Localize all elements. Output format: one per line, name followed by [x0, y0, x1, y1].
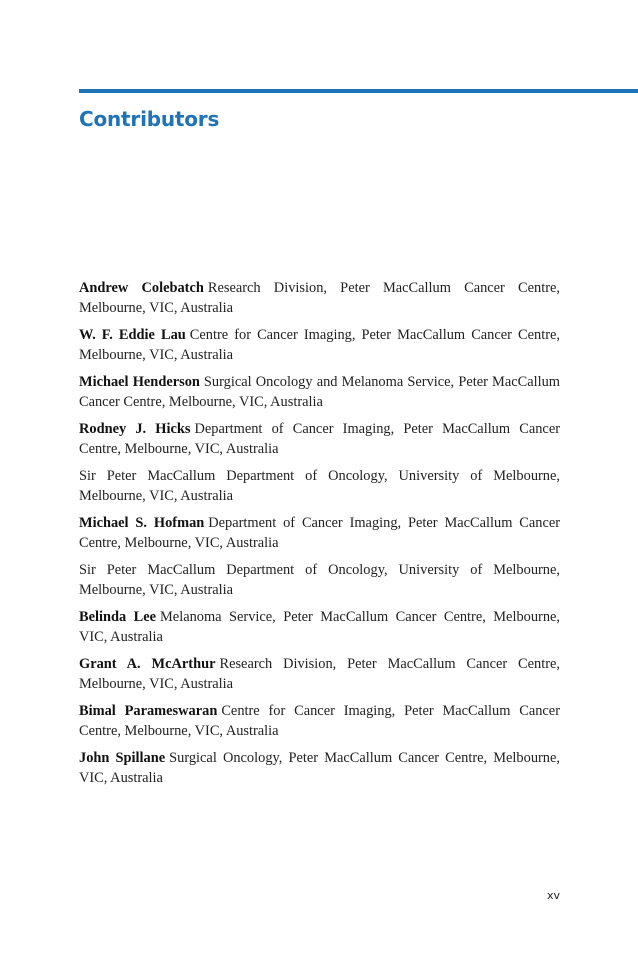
header-rule	[79, 89, 638, 93]
contributor-entry	[79, 325, 560, 365]
contributor-entry	[79, 278, 560, 318]
page-title: Contributors	[79, 107, 220, 131]
contributor-affiliation-continued	[79, 466, 560, 506]
contributor-affiliation: Surgical Oncology and Melanoma Service, Peter MacCallum Cancer Centre, Melbourne, VIC, Australia	[79, 374, 561, 410]
contributor-affiliation: Research Division, Peter MacCallum Cancer Centre, Melbourne, VIC, Australia	[79, 656, 560, 692]
contributor-name: Michael Henderson	[79, 374, 200, 390]
contributor-affiliation: Melanoma Service, Peter MacCallum Cancer Centre, Melbourne, VIC, Australia	[79, 609, 560, 645]
contributor-name: John Spillane	[79, 750, 166, 766]
contributor-entry	[79, 701, 560, 741]
contributor-affiliation: Research Division, Peter MacCallum Cancer Centre, Melbourne, VIC, Australia	[79, 280, 561, 316]
contributor-entry	[79, 372, 560, 412]
contributor-entry	[79, 419, 560, 459]
contributor-name: Belinda Lee	[79, 609, 157, 625]
contributor-affiliation: Department of Cancer Imaging, Peter MacCallum Cancer Centre, Melbourne, VIC, Australia	[79, 515, 561, 551]
contributor-affiliation: Department of Cancer Imaging, Peter MacCallum Cancer Centre, Melbourne, VIC, Australia	[79, 421, 560, 457]
contributor-name: Rodney J. Hicks	[79, 421, 191, 437]
contributor-name: Bimal Parameswaran	[79, 703, 218, 719]
contributor-affiliation: Centre for Cancer Imaging, Peter MacCallum Cancer Centre, Melbourne, VIC, Australia	[79, 327, 560, 363]
contributor-entry	[79, 607, 560, 647]
contributor-affiliation: Centre for Cancer Imaging, Peter MacCallum Cancer Centre, Melbourne, VIC, Australia	[79, 703, 560, 739]
contributor-name: W. F. Eddie Lau	[79, 327, 186, 343]
contributor-entry	[79, 513, 560, 553]
contributor-affiliation: Surgical Oncology, Peter MacCallum Cancer Centre, Melbourne, VIC, Australia	[79, 750, 560, 786]
contributor-name: Grant A. McArthur	[79, 656, 216, 672]
page-number: xv	[546, 889, 560, 902]
contributors-list	[79, 278, 560, 795]
contributor-name: Andrew Colebatch	[79, 280, 204, 296]
contributor-affiliation: Sir Peter MacCallum Department of Oncology, University of Melbourne, Melbourne, VIC, Australia	[79, 468, 560, 504]
contributor-affiliation: Sir Peter MacCallum Department of Oncology, University of Melbourne, Melbourne, VIC, Australia	[79, 562, 560, 598]
contributor-entry	[79, 748, 560, 788]
contributor-affiliation-continued	[79, 560, 560, 600]
contributor-name: Michael S. Hofman	[79, 515, 205, 531]
contributor-entry	[79, 654, 560, 694]
